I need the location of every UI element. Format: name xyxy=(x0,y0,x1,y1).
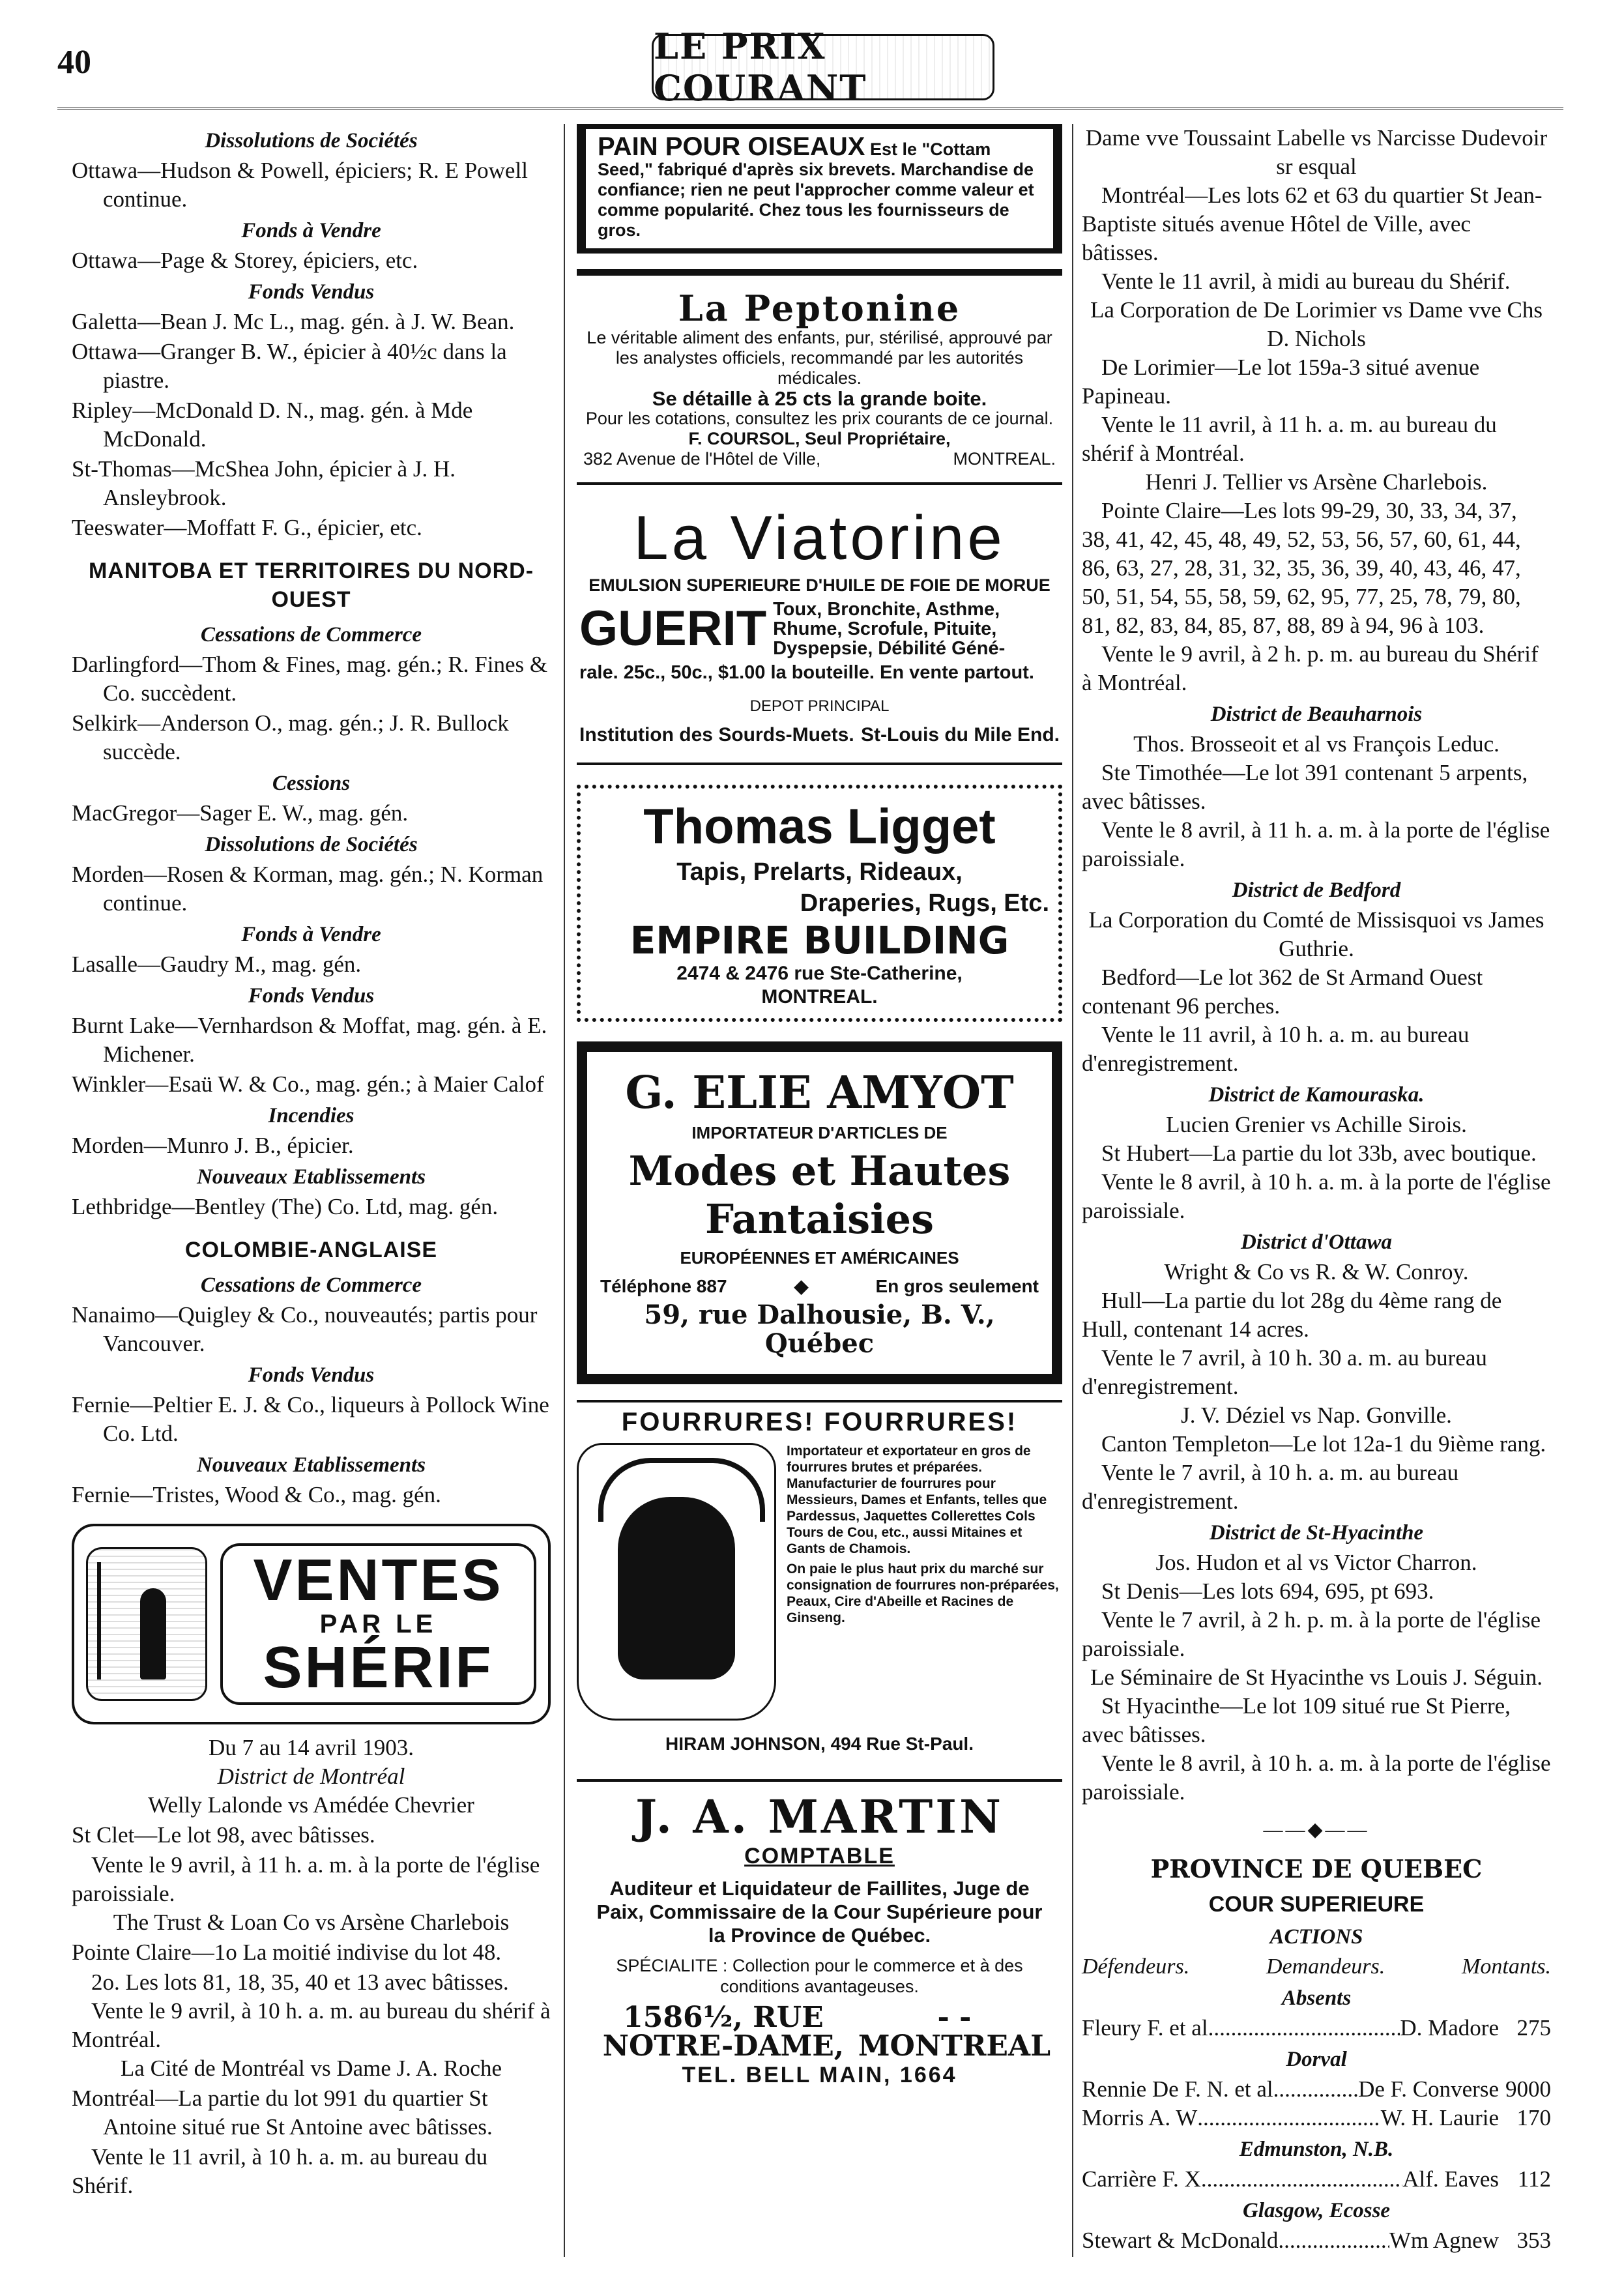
category-heading: Cessations de Commerce xyxy=(200,623,422,647)
martin-ad xyxy=(577,1779,1062,2097)
martin-special: SPÉCIALITE : Collection pour le commerce et à des conditions avantageuses. xyxy=(616,1956,1023,1996)
case-parties: Jos. Hudon et al vs Victor Charron. xyxy=(1155,1550,1477,1575)
district-heading: District de Bedford xyxy=(1232,879,1401,902)
case-detail: St Hyacinthe—Le lot 109 situé rue St Pierre, avec bâtisses. xyxy=(1082,1693,1511,1747)
leader-dots xyxy=(1208,2014,1400,2042)
martin-address: 1586½, RUE NOTRE-DAME, xyxy=(602,2001,845,2063)
case-detail: Vente le 9 avril, à 2 h. p. m. au bureau du Shérif à Montréal. xyxy=(1082,641,1539,695)
cour-heading: COUR SUPERIEURE xyxy=(1208,1892,1425,1917)
case-parties: The Trust & Loan Co vs Arsène Charlebois xyxy=(113,1910,510,1935)
case-detail: Canton Templeton—Le lot 12a-1 du 9ième rang. xyxy=(1101,1431,1546,1457)
case-detail: Hull—La partie du lot 28g du 4ème rang de Hull, contenant 14 acres. xyxy=(1082,1288,1502,1342)
viatorine-price: rale. 25c., 50c., $1.00 la bouteille. En vente partout. xyxy=(579,662,1034,683)
ligget-address: 2474 & 2476 rue Ste-Catherine, xyxy=(676,963,963,984)
case-detail: Vente le 7 avril, à 2 h. p. m. à la porte de l'église paroissiale. xyxy=(1082,1607,1541,1661)
case-parties: Welly Lalonde vs Amédée Chevrier xyxy=(148,1792,474,1818)
fourrures-text: Importateur et exportateur en gros de fourrures brutes et préparées. Manufacturier de fourrures pour Messieurs, Dames et Enfants, telles que Pardessus, Jaquettes Collerettes Cols Tours de Cou, etc., aussi Mitaines et Gants de Chamois. xyxy=(787,1444,1047,1556)
case-detail: Vente le 8 avril, à 10 h. a. m. à la porte de l'église paroissiale. xyxy=(1082,1751,1551,1805)
defendant: Rennie De F. N. et al. xyxy=(1082,2076,1279,2102)
pain-oiseaux-ad xyxy=(577,124,1062,254)
listing-entry: Ottawa—Hudson & Powell, épiciers; R. E Powell continue. xyxy=(72,158,528,212)
listing-entry: Fernie—Peltier E. J. & Co., liqueurs à Pollock Wine Co. Ltd. xyxy=(72,1392,549,1446)
listing-entry: St-Thomas—McShea John, épicier à J. H. Ansleybrook. xyxy=(72,456,456,510)
case-detail: Vente le 11 avril, à 10 h. a. m. au bureau d'enregistrement. xyxy=(1082,1022,1470,1076)
peptonine-address: 382 Avenue de l'Hôtel de Ville, xyxy=(583,449,821,469)
amyot-phone: Téléphone 887 xyxy=(600,1276,727,1296)
case-parties: Henri J. Tellier vs Arsène Charlebois. xyxy=(1145,469,1488,495)
fourrures-title: FOURRURES! FOURRURES! xyxy=(621,1408,1018,1436)
case-detail: Vente le 8 avril, à 11 h. a. m. à la porte de l'église paroissiale. xyxy=(1082,817,1550,871)
viatorine-location: St-Louis du Mile End. xyxy=(861,724,1060,746)
thomas-ligget-ad xyxy=(577,785,1062,1022)
column-rule xyxy=(1072,124,1073,2257)
case-detail: Vente le 11 avril, à midi au bureau du Shérif. xyxy=(1101,269,1511,294)
province-heading: PROVINCE DE QUEBEC xyxy=(1150,1854,1483,1883)
actions-column-headers xyxy=(1082,1953,1551,1981)
peptonine-owner: F. COURSOL, Seul Propriétaire, xyxy=(688,429,951,448)
amount: 112 xyxy=(1517,2166,1551,2192)
pain-ad-lead: PAIN POUR OISEAUX xyxy=(598,132,865,161)
listing-entry: Nanaimo—Quigley & Co., nouveautés; partis pour Vancouver. xyxy=(72,1302,538,1356)
listing-entry: Morden—Rosen & Korman, mag. gén.; N. Korman continue. xyxy=(72,862,544,916)
category-heading: Nouveaux Etablissements xyxy=(196,1165,426,1189)
case-detail: De Lorimier—Le lot 159a-3 situé avenue Papineau. xyxy=(1082,355,1480,409)
amyot-importer: IMPORTATEUR D'ARTICLES DE xyxy=(691,1123,948,1142)
masthead-logo: LE PRIX COURANT xyxy=(652,34,994,100)
case-detail: 2o. Les lots 81, 18, 35, 40 et 13 avec bâtisses. xyxy=(91,1969,509,1995)
category-heading: Dissolutions de Sociétés xyxy=(205,833,418,856)
case-parties: Thos. Brosseoit et al vs François Leduc. xyxy=(1133,731,1500,757)
category-heading: Dissolutions de Sociétés xyxy=(205,129,418,153)
case-detail: Pointe Claire—Les lots 99-29, 30, 33, 34, 37, 38, 41, 42, 45, 48, 49, 52, 53, 56, 57, 60, 61, 44, 86, 63, 27, 28, 31, 32, 35, 36, 39, 40, 43, 46, 47, 50, 51, 54, 55, 58, 59, 62, 95, 77, 25, 78, 79, 80, 81, 82, 83, 84, 85, 87, 88, 89 à 94, 96 à 103. xyxy=(1082,498,1521,638)
sherif-title-line3: SHÉRIF xyxy=(263,1635,494,1700)
pain-ad-text: Est le "Cottam Seed," fabriqué d'après six brevets. Marchandise de confiance; rien ne peut l'approcher comme valeur et comme popularité. Chez tous les fournisseurs de gros. xyxy=(598,139,1034,240)
place-heading: Edmunston, N.B. xyxy=(1239,2138,1394,2161)
category-heading: Fonds Vendus xyxy=(248,984,375,1008)
defendant: Morris A. W xyxy=(1082,2105,1198,2130)
category-heading: Cessations de Commerce xyxy=(200,1273,422,1297)
case-detail: Pointe Claire—1o La moitié indivise du lot 48. xyxy=(72,1940,502,1965)
listing-entry: Morden—Munro J. B., épicier. xyxy=(72,1133,354,1158)
case-detail: St Hubert—La partie du lot 33b, avec boutique. xyxy=(1101,1141,1537,1166)
case-detail: Vente le 8 avril, à 10 h. a. m. à la porte de l'église paroissiale. xyxy=(1082,1169,1551,1223)
listing-entry: Darlingford—Thom & Fines, mag. gén.; R. Fines & Co. succèdent. xyxy=(72,652,548,706)
case-parties: La Corporation de De Lorimier vs Dame vve Chs D. Nichols xyxy=(1090,297,1543,351)
action-row xyxy=(1082,2165,1551,2194)
amyot-modes: Modes et Hautes Fantaisies xyxy=(628,1147,1011,1243)
defendant: Fleury F. et al xyxy=(1082,2015,1208,2041)
case-detail: Vente le 7 avril, à 10 h. 30 a. m. au bureau d'enregistrement. xyxy=(1082,1345,1487,1399)
action-row xyxy=(1082,2226,1551,2255)
plaintiff: De F. Converse xyxy=(1358,2076,1499,2102)
case-detail: Vente le 11 avril, à 11 h. a. m. au bureau du shérif à Montréal. xyxy=(1082,412,1497,466)
amyot-origin: EUROPÉENNES ET AMÉRICAINES xyxy=(680,1248,959,1268)
listing-entry: Galetta—Bean J. Mc L., mag. gén. à J. W. Bean. xyxy=(72,309,515,334)
case-detail: Vente le 11 avril, à 10 h. a. m. au bureau du Shérif. xyxy=(72,2144,488,2198)
case-parties: Le Séminaire de St Hyacinthe vs Louis J. Séguin. xyxy=(1090,1664,1543,1690)
peptonine-city: MONTREAL. xyxy=(953,449,1056,469)
listing-entry: Ottawa—Page & Storey, épiciers, etc. xyxy=(72,248,418,273)
plaintiff: Wm Agnew xyxy=(1389,2228,1499,2253)
category-heading: Fonds Vendus xyxy=(248,280,375,304)
case-detail: Bedford—Le lot 362 de St Armand Ouest contenant 96 perches. xyxy=(1082,965,1483,1019)
amyot-gros: En gros seulement xyxy=(875,1276,1039,1296)
category-heading: Fonds à Vendre xyxy=(241,923,381,946)
defendant: Carrière F. X xyxy=(1082,2166,1201,2192)
listing-entry: Winkler—Esaü W. & Co., mag. gén.; à Maier Calof xyxy=(72,1071,544,1097)
listing-entry: Lasalle—Gaudry M., mag. gén. xyxy=(72,952,362,977)
sherif-banner xyxy=(72,1524,551,1724)
case-parties: La Corporation du Comté de Missisquoi vs James Guthrie. xyxy=(1088,907,1544,961)
ligget-city: MONTREAL. xyxy=(761,986,878,1008)
case-parties: J. V. Déziel vs Nap. Gonville. xyxy=(1181,1402,1452,1428)
viatorine-diseases: Toux, Bronchite, Asthme, Rhume, Scrofule, Pituite, Dyspepsie, Débilité Géné- xyxy=(773,599,1006,659)
case-parties: Wright & Co vs R. & W. Conroy. xyxy=(1164,1259,1469,1285)
section-divider: ——◆—— xyxy=(1263,1819,1370,1840)
place-heading: Dorval xyxy=(1286,2048,1347,2071)
viatorine-subtitle: EMULSION SUPERIEURE D'HUILE DE FOIE DE MORUE xyxy=(588,575,1051,595)
amount: 353 xyxy=(1516,2228,1551,2253)
leader-dots xyxy=(1197,2104,1380,2132)
action-row xyxy=(1082,2014,1551,2042)
amount: 9000 xyxy=(1505,2076,1551,2102)
category-heading: Fonds Vendus xyxy=(248,1363,375,1387)
action-row xyxy=(1082,2104,1551,2132)
column-rule xyxy=(564,124,565,2257)
peptonine-ad xyxy=(577,269,1062,485)
sherif-title-line1: VENTES xyxy=(253,1548,504,1613)
column-right xyxy=(1082,124,1551,2255)
actions-heading: ACTIONS xyxy=(1269,1925,1363,1949)
case-detail: Vente le 9 avril, à 11 h. a. m. à la porte de l'église paroissiale. xyxy=(72,1852,540,1906)
ligget-line1: Tapis, Prelarts, Rideaux, xyxy=(676,858,963,886)
ligget-building: EMPIRE BUILDING xyxy=(630,918,1009,963)
ontario-section xyxy=(72,126,551,542)
amyot-address: 59, rue Dalhousie, B. V., Québec xyxy=(644,1300,995,1359)
listing-entry: Teeswater—Moffatt F. G., épicier, etc. xyxy=(72,515,422,540)
peptonine-quotes: Pour les cotations, consultez les prix courants de ce journal. xyxy=(585,409,1054,428)
case-parties: La Cité de Montréal vs Dame J. A. Roche xyxy=(120,2056,502,2081)
action-row xyxy=(1082,2075,1551,2104)
case-detail: Ste Timothée—Le lot 391 contenant 5 arpents, avec bâtisses. xyxy=(1082,760,1528,814)
listing-entry: Fernie—Tristes, Wood & Co., mag. gén. xyxy=(72,1482,441,1507)
header-rule xyxy=(57,108,1563,109)
plaintiff: W. H. Laurie xyxy=(1380,2105,1499,2130)
category-heading: Incendies xyxy=(268,1104,355,1127)
listing-entry: Selkirk—Anderson O., mag. gén.; J. R. Bullock succède. xyxy=(72,710,509,764)
martin-desc: Auditeur et Liquidateur de Faillites, Juge de Paix, Commissaire de la Cour Supérieure pour la Province de Québec. xyxy=(596,1877,1043,1947)
district-heading: District de St-Hyacinthe xyxy=(1209,1521,1424,1545)
place-heading: Absents xyxy=(1281,1986,1352,2010)
montreal-cases xyxy=(72,1791,551,2200)
peptonine-desc: Le véritable aliment des enfants, pur, stérilisé, approuvé par les analystes officiels, recommandé par les autorités médicales. xyxy=(587,328,1052,388)
diamond-icon: ◆ xyxy=(794,1276,809,1296)
page-number: 40 xyxy=(57,44,91,81)
viatorine-depot: DEPOT PRINCIPAL xyxy=(749,697,890,715)
district-heading: District d'Ottawa xyxy=(1241,1230,1392,1254)
viatorine-ad xyxy=(577,501,1062,765)
actions-table xyxy=(1082,1984,1551,2255)
category-heading: Cessions xyxy=(272,772,351,795)
district-heading: District de Montréal xyxy=(217,1764,405,1789)
fourrures-text2: On paie le plus haut prix du marché sur consignation de fourrures non-préparées, Peaux, Cire d'Abeille et Racines de Ginseng. xyxy=(787,1562,1059,1625)
sherif-sales-list xyxy=(1082,124,1551,1807)
sherif-title xyxy=(220,1543,536,1705)
manitoba-heading: MANITOBA ET TERRITOIRES DU NORD-OUEST xyxy=(88,559,534,612)
category-heading: Nouveaux Etablissements xyxy=(196,1453,426,1477)
district-heading: District de Kamouraska. xyxy=(1208,1083,1425,1107)
viatorine-guerit: GUERIT xyxy=(579,601,767,656)
amount: 170 xyxy=(1516,2105,1551,2130)
listing-entry: Ottawa—Granger B. W., épicier à 40½c dans la piastre. xyxy=(72,339,507,393)
case-detail: Vente le 7 avril, à 10 h. a. m. au bureau d'enregistrement. xyxy=(1082,1460,1459,1514)
place-heading: Glasgow, Ecosse xyxy=(1242,2199,1391,2222)
listing-entry: Lethbridge—Bentley (The) Co. Ltd, mag. gén. xyxy=(72,1194,499,1219)
martin-name: J. A. MARTIN xyxy=(635,1790,1004,1844)
martin-tel: TEL. BELL MAIN, 1664 xyxy=(682,2063,957,2087)
leader-dots xyxy=(1279,2075,1358,2104)
listing-entry: MacGregor—Sager E. W., mag. gén. xyxy=(72,800,409,826)
col-header-montants: Montants. xyxy=(1462,1955,1551,1979)
martin-city: - - MONTREAL xyxy=(858,2001,1051,2063)
case-detail: St Denis—Les lots 694, 695, pt 693. xyxy=(1101,1578,1434,1604)
case-detail: Montréal—La partie du lot 991 du quartier St Antoine situé rue St Antoine avec bâtisses. xyxy=(72,2085,493,2140)
martin-role: COMPTABLE xyxy=(744,1844,895,1868)
column-left xyxy=(72,124,551,2200)
defendant: Stewart & McDonald xyxy=(1082,2228,1279,2253)
ligget-name: Thomas Ligget xyxy=(643,799,996,854)
amyot-ad xyxy=(577,1041,1062,1384)
case-detail: St Clet—Le lot 98, avec bâtisses. xyxy=(72,1822,375,1848)
ligget-line2: Draperies, Rugs, Etc. xyxy=(800,890,1049,917)
viatorine-institution: Institution des Sourds-Muets. xyxy=(579,724,854,746)
case-parties: Lucien Grenier vs Achille Sirois. xyxy=(1166,1112,1467,1137)
column-middle xyxy=(577,124,1062,2113)
fourrures-footer: HIRAM JOHNSON, 494 Rue St-Paul. xyxy=(665,1734,974,1754)
amount: 275 xyxy=(1516,2015,1551,2041)
category-heading: Fonds à Vendre xyxy=(241,219,381,242)
case-parties: Dame vve Toussaint Labelle vs Narcisse Dudevoir sr esqual xyxy=(1085,125,1548,179)
peptonine-price: Se détaille à 25 cts la grande boite. xyxy=(652,387,987,410)
stag-illustration xyxy=(577,1443,776,1721)
case-detail: Montréal—Les lots 62 et 63 du quartier St Jean-Baptiste situés avenue Hôtel de Ville, avec bâtisses. xyxy=(1082,182,1543,265)
sherif-title-line2: PAR LE xyxy=(319,1610,437,1638)
plaintiff: D. Madore xyxy=(1400,2015,1499,2041)
listing-entry: Burnt Lake—Vernhardson & Moffat, mag. gén. à E. Michener. xyxy=(72,1013,547,1067)
colombie-heading: COLOMBIE-ANGLAISE xyxy=(184,1238,438,1262)
col-header-defendeurs: Défendeurs. xyxy=(1082,1955,1190,1979)
case-detail: Vente le 9 avril, à 10 h. a. m. au bureau du shérif à Montréal. xyxy=(72,1998,551,2052)
viatorine-title: La Viatorine xyxy=(633,503,1006,573)
listing-entry: Ripley—McDonald D. N., mag. gén. à Mde McDonald. xyxy=(72,398,473,452)
leader-dots xyxy=(1201,2165,1402,2194)
colombie-section xyxy=(72,1271,551,1509)
peptonine-title: La Peptonine xyxy=(678,287,961,329)
amyot-name: G. ELIE AMYOT xyxy=(625,1067,1014,1119)
plaintiff: Alf. Eaves xyxy=(1402,2166,1499,2192)
manitoba-section xyxy=(72,620,551,1221)
leader-dots xyxy=(1278,2226,1389,2255)
fourrures-ad xyxy=(577,1400,1062,1764)
sherif-dates: Du 7 au 14 avril 1903. xyxy=(209,1735,414,1760)
sherif-illustration xyxy=(86,1547,207,1701)
col-header-demandeurs: Demandeurs. xyxy=(1266,1955,1385,1979)
district-heading: District de Beauharnois xyxy=(1210,703,1423,726)
